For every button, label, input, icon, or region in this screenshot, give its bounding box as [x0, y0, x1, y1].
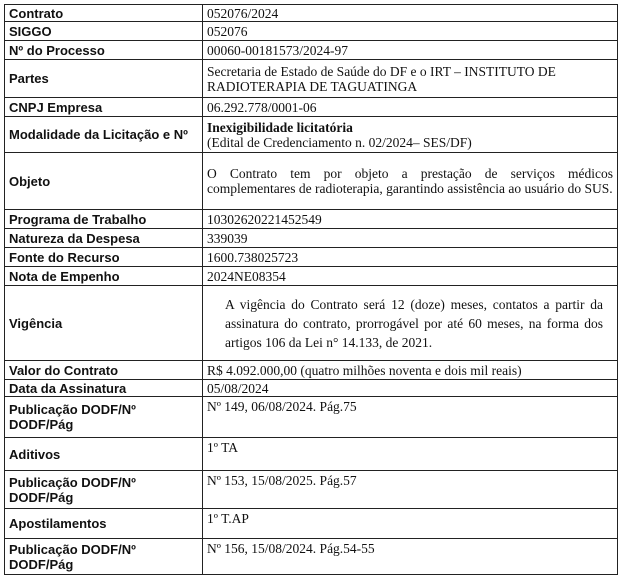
label-modalidade: Modalidade da Licitação e Nº: [5, 117, 203, 153]
value-processo: 00060-00181573/2024-97: [203, 41, 618, 60]
value-programa: 10302620221452549: [203, 210, 618, 229]
label-publicacao-1: Publicação DODF/Nº DODF/Pág: [5, 397, 203, 438]
label-vigencia: Vigência: [5, 286, 203, 361]
value-aditivos: 1º TA: [203, 438, 618, 471]
label-empenho: Nota de Empenho: [5, 267, 203, 286]
row-programa: [5, 210, 618, 229]
row-empenho: [5, 267, 618, 286]
label-processo: Nº do Processo: [5, 41, 203, 60]
label-objeto: Objeto: [5, 153, 203, 210]
modalidade-type: Inexigibilidade licitatória: [207, 119, 353, 135]
label-programa: Programa de Trabalho: [5, 210, 203, 229]
value-publicacao-3: Nº 156, 15/08/2024. Pág.54-55: [203, 539, 618, 575]
value-natureza: 339039: [203, 229, 618, 248]
row-fonte: [5, 248, 618, 267]
value-siggo: 052076: [203, 22, 618, 41]
value-partes: Secretaria de Estado de Saúde do DF e o IRT – INSTITUTO DE RADIOTERAPIA DE TAGUATINGA: [203, 60, 618, 98]
label-siggo: SIGGO: [5, 22, 203, 41]
row-publicacao-3: [5, 539, 618, 575]
value-contrato: 052076/2024: [203, 5, 618, 22]
label-fonte: Fonte do Recurso: [5, 248, 203, 267]
label-cnpj: CNPJ Empresa: [5, 98, 203, 117]
row-publicacao-2: [5, 471, 618, 509]
label-valor: Valor do Contrato: [5, 361, 203, 380]
row-siggo: [5, 22, 618, 41]
modalidade-edital: (Edital de Credenciamento n. 02/2024– SES/DF): [207, 134, 472, 150]
value-modalidade: [203, 117, 618, 153]
row-contrato: [5, 5, 618, 22]
row-partes: [5, 60, 618, 98]
row-publicacao-1: [5, 397, 618, 438]
label-aditivos: Aditivos: [5, 438, 203, 471]
value-cnpj: 06.292.778/0001-06: [203, 98, 618, 117]
value-publicacao-1: Nº 149, 06/08/2024. Pág.75: [203, 397, 618, 438]
label-assinatura: Data da Assinatura: [5, 380, 203, 397]
row-objeto: [5, 153, 618, 210]
label-partes: Partes: [5, 60, 203, 98]
row-cnpj: [5, 98, 618, 117]
row-valor: [5, 361, 618, 380]
row-vigencia: [5, 286, 618, 361]
row-apostilamentos: [5, 509, 618, 539]
contract-summary-table: [4, 4, 618, 575]
value-objeto: O Contrato tem por objeto a prestação de serviços médicos complementares de radioterapia, garantindo assistência ao usuário do SUS.: [203, 153, 618, 210]
row-modalidade: [5, 117, 618, 153]
label-natureza: Natureza da Despesa: [5, 229, 203, 248]
row-natureza: [5, 229, 618, 248]
label-publicacao-3: Publicação DODF/Nº DODF/Pág: [5, 539, 203, 575]
value-valor: R$ 4.092.000,00 (quatro milhões noventa e dois mil reais): [203, 361, 618, 380]
value-publicacao-2: Nº 153, 15/08/2025. Pág.57: [203, 471, 618, 509]
row-aditivos: [5, 438, 618, 471]
value-fonte: 1600.738025723: [203, 248, 618, 267]
row-processo: [5, 41, 618, 60]
value-assinatura: 05/08/2024: [203, 380, 618, 397]
label-contrato: Contrato: [5, 5, 203, 22]
value-apostilamentos: 1º T.AP: [203, 509, 618, 539]
value-vigencia: A vigência do Contrato será 12 (doze) meses, contatos a partir da assinatura do contrato, prorrogável por até 60 meses, na forma dos artigos 106 da Lei n° 14.133, de 2021.: [203, 286, 618, 361]
value-empenho: 2024NE08354: [203, 267, 618, 286]
label-publicacao-2: Publicação DODF/Nº DODF/Pág: [5, 471, 203, 509]
label-apostilamentos: Apostilamentos: [5, 509, 203, 539]
row-assinatura: [5, 380, 618, 397]
